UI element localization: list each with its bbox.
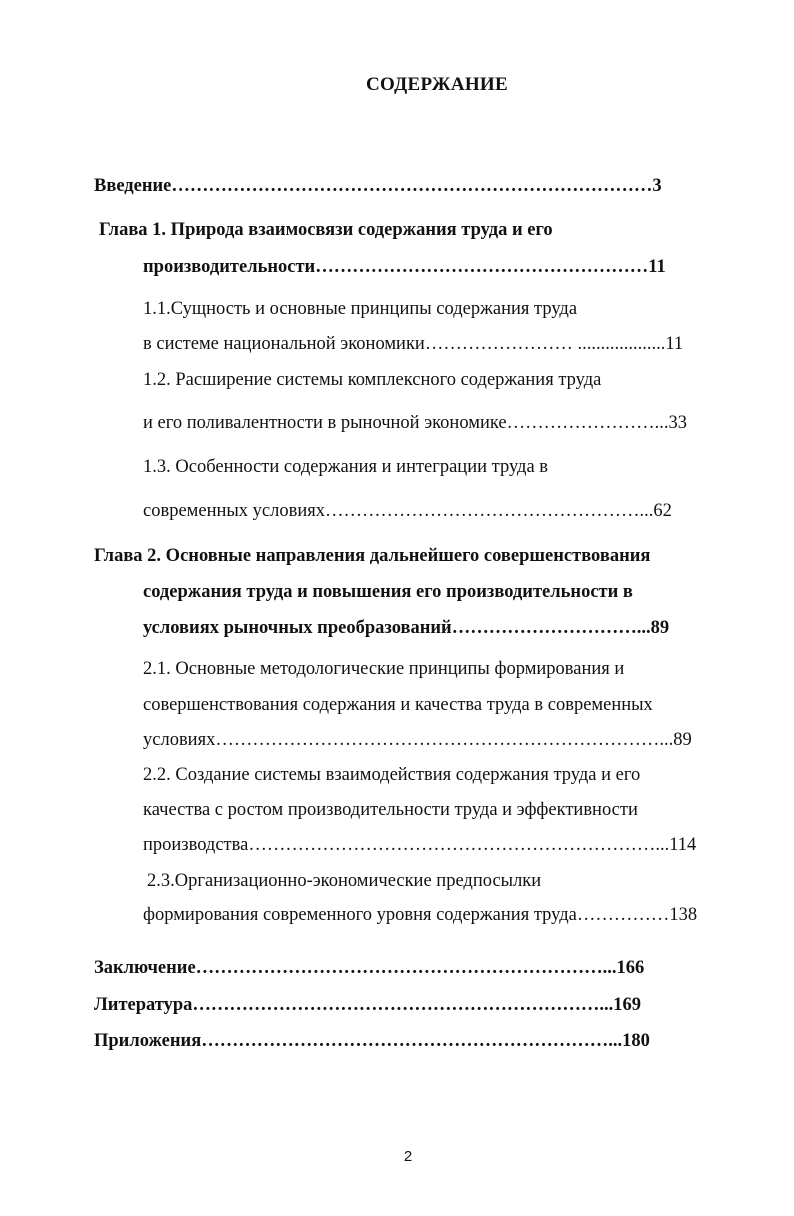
page-number: 2	[403, 1148, 413, 1165]
toc-section-2-1-line2: совершенствования содержания и качества труда в современных	[143, 695, 653, 715]
toc-section-1-3-line1: 1.3. Особенности содержания и интеграции труда в	[143, 457, 549, 477]
toc-section-1-1-line2: в системе национальной экономики…………………… ...................11	[143, 334, 684, 354]
toc-section-1-2-line2: и его поливалентности в рыночной экономике……………………...33	[143, 413, 687, 433]
toc-chapter2-line1: Глава 2. Основные направления дальнейшего совершенствования	[94, 546, 651, 566]
toc-section-1-2-line1: 1.2. Расширение системы комплексного содержания труда	[143, 370, 602, 390]
toc-section-1-1-line1: 1.1.Сущность и основные принципы содержания труда	[143, 299, 578, 319]
toc-section-2-2-line2: качества с ростом производительности труда и эффективности	[143, 800, 638, 820]
toc-appendix: Приложения…………………………………………………………...180	[94, 1031, 650, 1051]
toc-section-1-3-line2: современных условиях……………………………………………...62	[143, 501, 672, 521]
toc-section-2-2-line3: производства…………………………………………………………...114	[143, 835, 697, 855]
toc-intro: Введение……………………………………………………………………3	[94, 176, 662, 196]
toc-chapter1-line2: производительности………………………………………………11	[143, 257, 666, 277]
toc-section-2-2-line1: 2.2. Создание системы взаимодействия содержания труда и его	[143, 765, 641, 785]
page-title: СОДЕРЖАНИЕ	[366, 74, 508, 95]
toc-chapter2-line2: содержания труда и повышения его производительности в	[143, 582, 633, 602]
toc-chapter1-line1: Глава 1. Природа взаимосвязи содержания труда и его	[99, 220, 553, 240]
toc-conclusion: Заключение…………………………………………………………...166	[94, 958, 645, 978]
toc-section-2-1-line3: условиях………………………………………………………………...89	[143, 730, 692, 750]
toc-literature: Литература…………………………………………………………...169	[94, 995, 642, 1015]
toc-section-2-1-line1: 2.1. Основные методологические принципы формирования и	[143, 659, 625, 679]
toc-chapter2-line3: условиях рыночных преобразований…………………………...89	[143, 618, 670, 638]
toc-section-2-3-line1: 2.3.Организационно-экономические предпосылки	[147, 871, 542, 891]
toc-section-2-3-line2: формирования современного уровня содержания труда……………138	[143, 905, 698, 925]
